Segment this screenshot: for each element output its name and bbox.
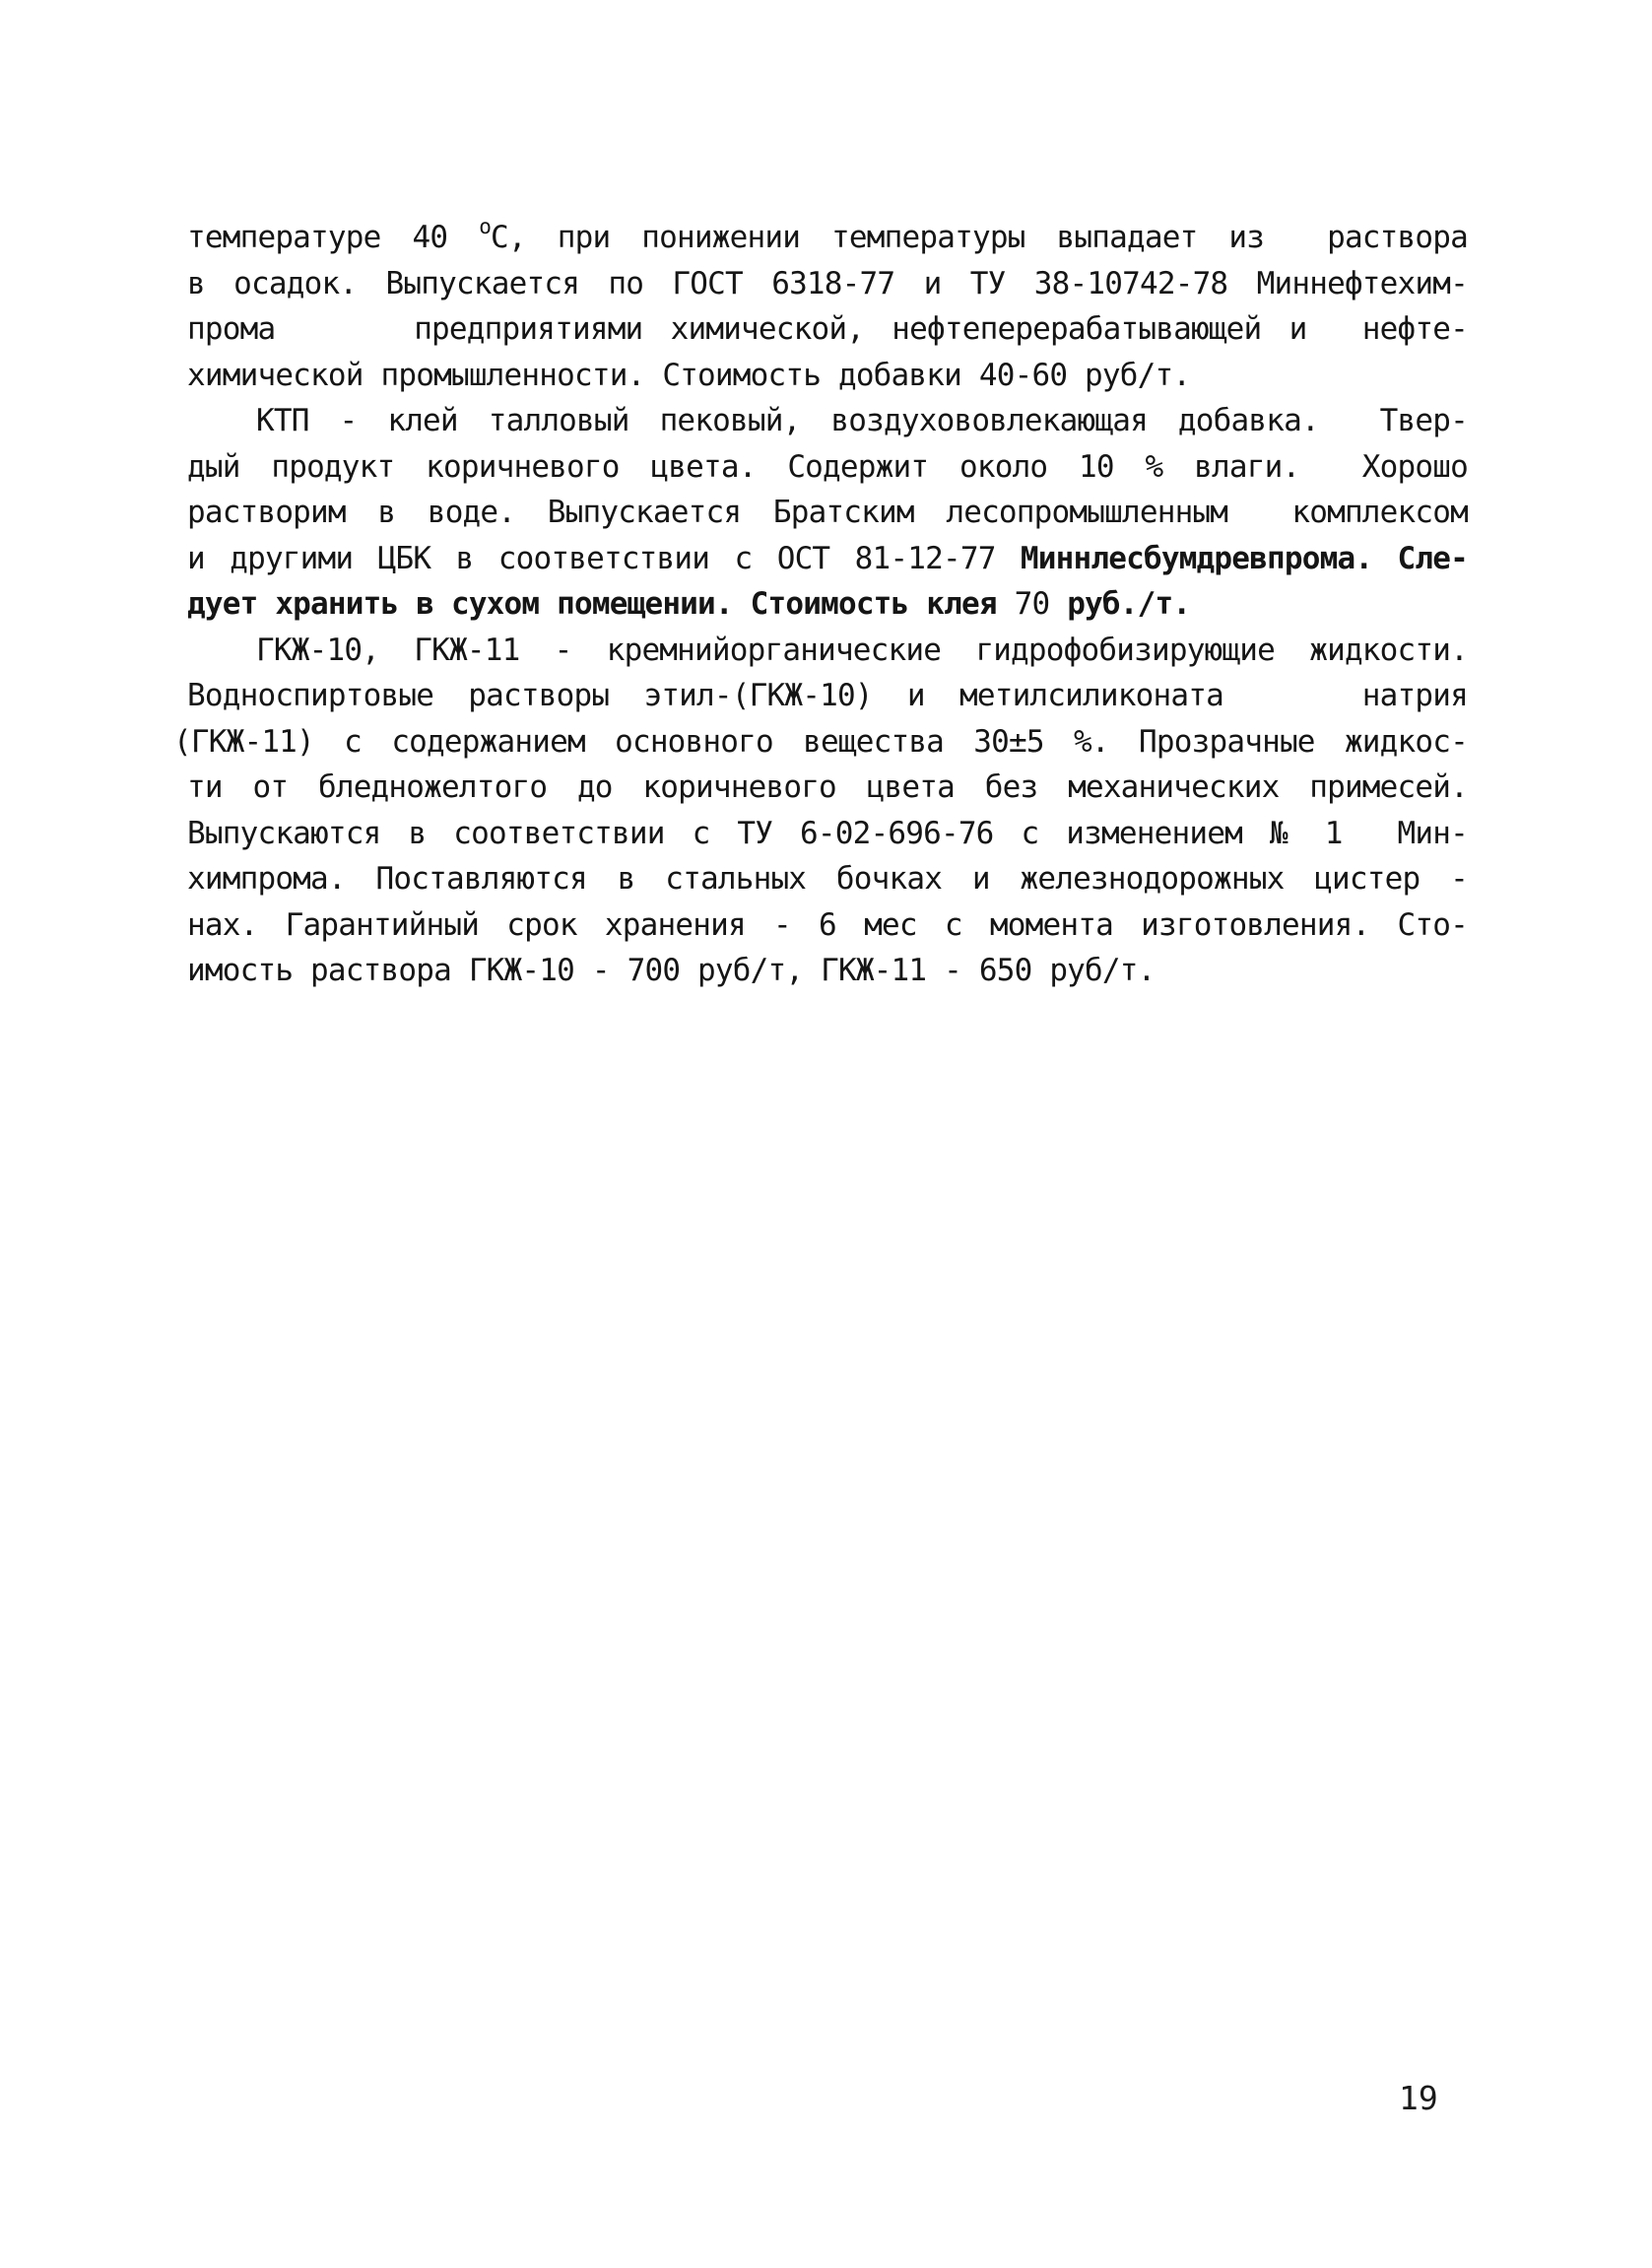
bold-text: дует хранить в сухом помещении. Стоимость клея	[187, 586, 1015, 622]
text-line: ти от бледножелтого до коричневого цвета без механических примесей.	[187, 769, 1468, 805]
text-line: нах. Гарантийный срок хранения - 6 мес с момента изготовления. Сто-	[187, 906, 1468, 943]
text-line: имость раствора ГКЖ-10 - 700 руб/т, ГКЖ-11 - 650 руб/т.	[187, 953, 1156, 988]
text-line: Водноспиртовые растворы этил-(ГКЖ-10) и метилсиликоната натрия	[187, 678, 1468, 713]
text-line: КТП - клей талловый пековый, воздухововлекающая добавка. Твер-	[256, 403, 1468, 438]
text-line: и другими ЦБК в соответствии с ОСТ 81-12-77 Миннлесбумдревпрома. Сле-	[187, 540, 1469, 576]
text-line: дует хранить в сухом помещении. Стоимость клея 70 руб./т.	[187, 586, 1191, 622]
bold-text: Миннлесбумдревпрома. Сле-	[1020, 540, 1469, 576]
text-line: химпрома. Поставляются в стальных бочках и железнодорожных цистер -	[187, 861, 1468, 897]
text-line: растворим в воде. Выпускается Братским лесопромышленным комплексом	[187, 495, 1468, 530]
page-number: 19	[1399, 2079, 1438, 2117]
text-line: Выпускаются в соответствии с ТУ 6-02-696-76 с изменением № 1 Мин-	[187, 815, 1468, 851]
body-text	[173, 215, 1469, 994]
bold-text: руб./т.	[1067, 586, 1191, 622]
text-line: прома предприятиями химической, нефтеперерабатывающей и нефте-	[187, 311, 1468, 347]
degree-superscript: о	[479, 215, 492, 238]
text-line: ГКЖ-10, ГКЖ-11 - кремнийорганические гидрофобизирующие жидкости.	[256, 632, 1468, 668]
text-line: химической промышленности. Стоимость добавки 40-60 руб/т.	[187, 357, 1191, 393]
text-line: в осадок. Выпускается по ГОСТ 6318-77 и ТУ 38-10742-78 Миннефтехим-	[187, 265, 1468, 301]
text-line: температуре 40 $^о$С, при понижении температуры выпадает из раствора	[187, 215, 1468, 255]
text-line: (ГКЖ-11) с содержанием основного вещества 30±5 %. Прозрачные жидкос-	[173, 723, 1468, 760]
text-line: дый продукт коричневого цвета. Содержит около 10 % влаги. Хорошо	[187, 448, 1468, 485]
